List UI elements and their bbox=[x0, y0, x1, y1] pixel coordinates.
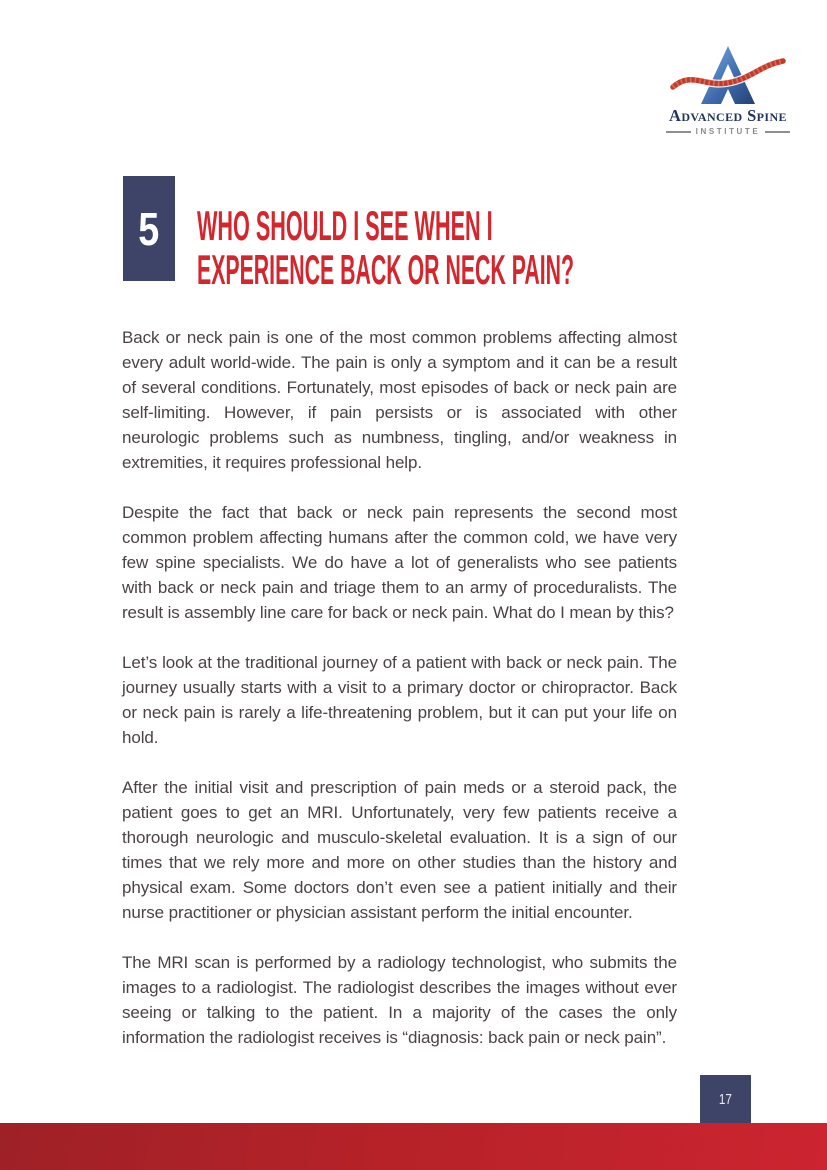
logo-name: Advanced Spine bbox=[669, 106, 787, 125]
body-paragraph: After the initial visit and prescription of pain meds or a steroid pack, the patient goes to get an MRI. Unfortunately, very few patients receive a thorough neurologic and musculo-skeletal evaluation. It is a sign of our times that we rely more and more on other studies than the history and physical exam. Some doctors don’t even see a patient initially and their nurse practitioner or physician assistant perform the initial encounter. bbox=[122, 778, 677, 922]
spine-logo-icon bbox=[660, 44, 796, 106]
body-paragraph: Despite the fact that back or neck pain represents the second most common problem affecting humans after the common cold, we have very few spine specialists. We do have a lot of generalists who see patients with back or neck pain and triage them to an army of proceduralists. The result is assembly line care for back or neck pain. What do I mean by this? bbox=[122, 503, 677, 622]
body-paragraph: The MRI scan is performed by a radiology technologist, who submits the images to a radiologist. The radiologist describes the images without ever seeing or talking to the patient. In a majority of the cases the only information the radiologist receives is “diagnosis: back pain or neck pain”. bbox=[122, 953, 677, 1047]
page-number: 17 bbox=[718, 1090, 733, 1108]
chapter-number: 5 bbox=[138, 202, 160, 255]
logo-rule-right bbox=[765, 131, 790, 133]
chapter-number-box bbox=[123, 176, 175, 281]
page-number-badge bbox=[700, 1075, 751, 1123]
logo-subtitle: INSTITUTE bbox=[695, 127, 761, 136]
logo bbox=[660, 44, 796, 136]
body-paragraph: Let’s look at the traditional journey of a patient with back or neck pain. The journey usually starts with a visit to a primary doctor or chiropractor. Back or neck pain is rarely a life-threatening problem, but it can put your life on hold. bbox=[122, 653, 677, 747]
page-title-line-1: WHO SHOULD I SEE WHEN I bbox=[197, 202, 493, 249]
logo-subtitle-row bbox=[660, 127, 796, 136]
page-title bbox=[197, 204, 827, 292]
page-title-line-2: EXPERIENCE BACK OR NECK PAIN? bbox=[197, 246, 574, 293]
footer-accent-bar bbox=[0, 1123, 827, 1170]
body-paragraph: Back or neck pain is one of the most common problems affecting almost every adult world-wide. The pain is only a symptom and it can be a result of several conditions. Fortunately, most episodes of back or neck pain are self-limiting. However, if pain persists or is associated with other neurologic problems such as numbness, tingling, and/or weakness in extremities, it requires professional help. bbox=[122, 328, 677, 472]
body-copy bbox=[122, 325, 677, 1075]
logo-rule-left bbox=[666, 131, 691, 133]
